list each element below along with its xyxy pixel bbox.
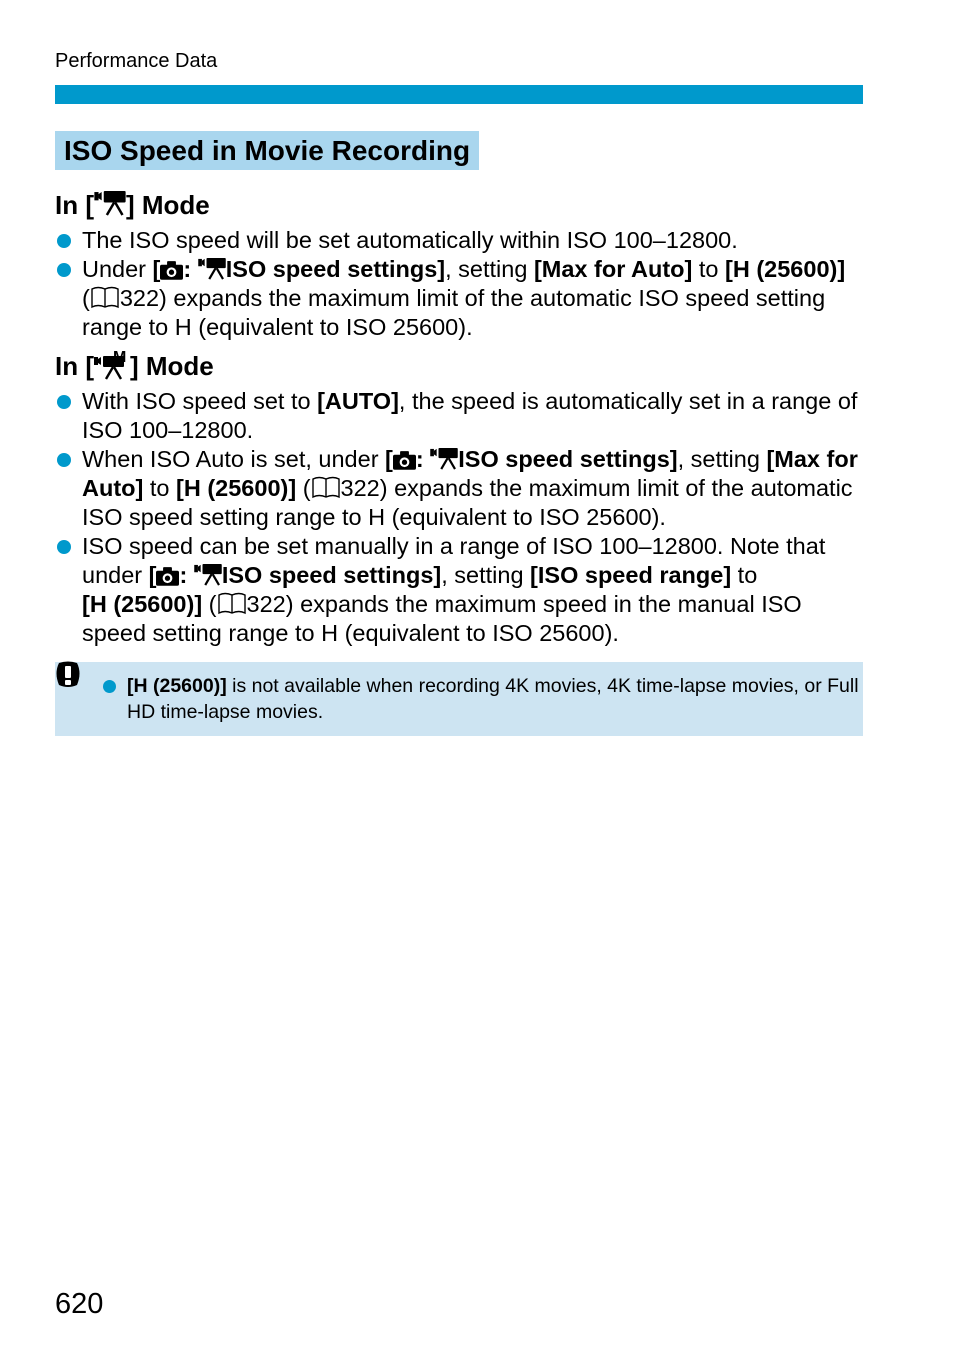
- movie-auto-icon: [94, 191, 126, 216]
- text: to: [731, 562, 758, 588]
- menu-max-for-auto: [Max for Auto]: [82, 446, 858, 501]
- text: (: [82, 285, 90, 311]
- bullet-icon: [57, 234, 71, 248]
- bullet-icon: [103, 680, 116, 693]
- page-ref-text: 322) expands the maximum limit of the automatic ISO speed setting range to H (equivalent to ISO 25600).: [82, 475, 853, 530]
- bullet-icon: [57, 263, 71, 277]
- text: ISO speed can be set manually in a range of ISO 100–12800. Note that under: [82, 533, 826, 588]
- page-ref-text: 322) expands the maximum speed in the manual ISO speed setting range to H (equivalent to ISO 25600).: [82, 591, 802, 646]
- text: Under: [82, 256, 153, 282]
- menu-iso-speed-settings: ISO speed settings]: [458, 446, 678, 472]
- setting-h-25600: [H (25600)]: [127, 675, 227, 697]
- heading-suffix: ] Mode: [130, 351, 214, 381]
- text: (: [296, 475, 311, 501]
- movie-icon: [194, 564, 222, 586]
- book-icon: [311, 475, 341, 499]
- colon: :: [179, 562, 194, 588]
- text: to: [143, 475, 177, 501]
- page-number: 620: [55, 1288, 104, 1320]
- running-head: Performance Data: [55, 50, 218, 72]
- heading-prefix: In [: [55, 351, 94, 381]
- text: , setting: [441, 562, 531, 588]
- text: is not available when recording 4K movies, 4K time-lapse movies, or Full HD time-lapse movies.: [127, 675, 859, 723]
- book-icon: [90, 285, 120, 309]
- menu-iso-speed-settings: ISO speed settings]: [221, 562, 442, 588]
- colon: :: [183, 256, 198, 282]
- text: , setting: [677, 446, 767, 472]
- camera-icon: [156, 566, 179, 586]
- bracket: [: [152, 256, 161, 282]
- camera-icon: [393, 450, 416, 470]
- list-item: [55, 532, 867, 648]
- manual-mode-bullets: [55, 387, 867, 648]
- manual-m-label: M: [113, 349, 127, 366]
- caution-note: [55, 662, 863, 736]
- list-item: [55, 255, 867, 342]
- list-item: [55, 226, 867, 255]
- setting-h-25600: [H (25600)]: [82, 591, 203, 617]
- caution-icon: [52, 661, 84, 691]
- bracket: [: [148, 562, 157, 588]
- text: (: [202, 591, 217, 617]
- heading-movie-manual-mode: [55, 351, 214, 381]
- bullet-icon: [57, 395, 71, 409]
- text: When ISO Auto is set, under: [82, 446, 386, 472]
- page-ref-text: 322) expands the maximum limit of the automatic ISO speed setting range to H (equivalent to ISO 25600).: [82, 285, 826, 340]
- menu-max-for-auto: [Max for Auto]: [533, 256, 693, 282]
- section-title: ISO Speed in Movie Recording: [55, 131, 479, 170]
- heading-movie-auto-mode: [55, 190, 210, 220]
- text: to: [692, 256, 726, 282]
- movie-icon: [430, 448, 458, 470]
- auto-mode-bullets: [55, 226, 867, 342]
- menu-iso-speed-settings: ISO speed settings]: [225, 256, 446, 282]
- setting-h-25600: [H (25600)]: [176, 475, 297, 501]
- camera-icon: [160, 260, 183, 280]
- setting-h-25600: [H (25600)]: [725, 256, 846, 282]
- top-color-bar: [55, 85, 863, 104]
- bullet-text: The ISO speed will be set automatically within ISO 100–12800.: [82, 227, 738, 253]
- text: , setting: [445, 256, 534, 282]
- heading-suffix: ] Mode: [126, 190, 210, 220]
- text: With ISO speed set to: [82, 388, 318, 414]
- list-item: [55, 445, 867, 532]
- movie-icon: [198, 258, 226, 280]
- book-icon: [217, 591, 247, 615]
- text: , the speed is automatically set in a range of ISO 100–12800.: [82, 388, 858, 443]
- list-item: [55, 387, 867, 445]
- heading-prefix: In [: [55, 190, 94, 220]
- bracket: [: [385, 446, 393, 472]
- note-text: [103, 673, 877, 725]
- movie-manual-icon: [94, 349, 130, 378]
- bullet-icon: [57, 540, 71, 554]
- colon: :: [415, 446, 431, 472]
- menu-iso-speed-range: [ISO speed range]: [530, 562, 732, 588]
- setting-auto: [AUTO]: [317, 388, 399, 414]
- bullet-icon: [57, 453, 71, 467]
